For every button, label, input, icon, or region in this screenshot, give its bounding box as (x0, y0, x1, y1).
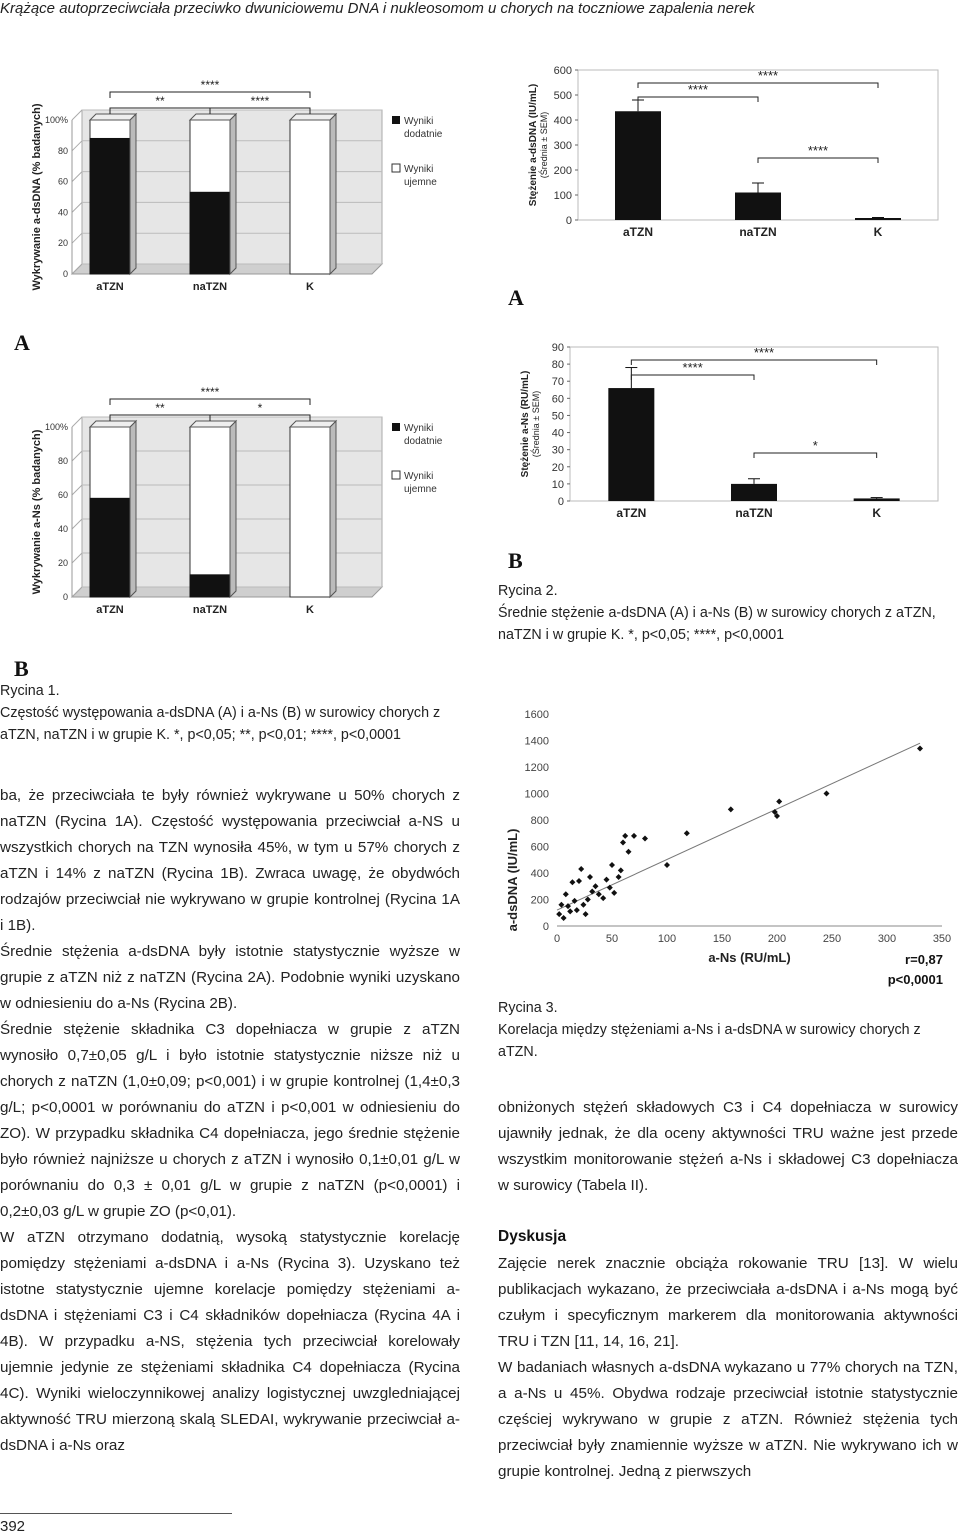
y-tick-label: 40 (57, 524, 68, 534)
scatter-point (604, 877, 610, 883)
significance-label: ** (155, 401, 165, 415)
significance-label: **** (682, 360, 703, 375)
x-tick-label: 150 (712, 933, 732, 945)
scatter-point (622, 833, 628, 839)
scatter-point (578, 866, 584, 872)
y-tick-label: 800 (530, 815, 549, 827)
y-tick-label: 100 (553, 190, 572, 202)
fig2a-chart (500, 55, 960, 245)
bar-top (290, 421, 336, 427)
y-tick-label: 500 (553, 90, 572, 102)
paragraph: ba, że przeciwciała te były również wykrywane u 50% chorych z naTZN (Rycina 1A). Częstość występowania przeciwciał a-NS u wszystkich chorych na TZN wynosiła 45%, w tym u 57% chorych z aTZN i 14% z naTZN (Rycina 1B). Zwraca uwagę, że obydwóch rodzajów przeciwciał nie wykrywano w grupie kontrolnej (Rycina 1A i 1B). (0, 787, 460, 934)
x-tick-label: aTZN (96, 281, 124, 293)
footer-rule (0, 1513, 232, 1514)
gridline-diag (72, 172, 82, 182)
y-tick-label: 50 (551, 410, 564, 423)
y-tick-label: 60 (57, 176, 68, 187)
legend-label: Wyniki (404, 471, 434, 482)
left-column-text (0, 783, 460, 1459)
paragraph: W badaniach własnych a-dsDNA wykazano u 77% chorych na TZN, a a-Ns u 45%. Obydwa rodzaje przeciwciał istotnie statystycznie częściej wykrywano w grupie z aTZN. Również stężenia tych przeciwciał były znamiennie wyższe w aTZN. Nie wykrywano ich w grupie kontrolnej. Jedną z pierwszych (498, 1359, 958, 1480)
legend-swatch-positive (392, 116, 400, 124)
fig2-caption (498, 580, 958, 646)
scatter-point (616, 874, 622, 880)
fig1a-panel-letter: A (14, 330, 30, 355)
legend-label: Wyniki (404, 116, 434, 127)
bar-negative (190, 120, 230, 192)
bar-positive (90, 138, 130, 274)
scatter-point (600, 895, 606, 901)
bar-positive (90, 498, 130, 597)
x-tick-label: aTZN (616, 506, 647, 520)
y-tick-label: 30 (551, 444, 564, 457)
significance-label: ** (155, 94, 165, 108)
fig1b-panel-letter: B (14, 656, 29, 681)
x-tick-label: K (306, 281, 314, 293)
bar-negative (90, 120, 130, 138)
y-tick-label: 60 (57, 490, 68, 500)
y-axis-label-2: (Średnia ± SEM) (531, 390, 541, 458)
running-header: Krążące autoprzeciwciała przeciwko dwuniciowemu DNA i nukleosomom u chorych na toczniowe zapalenia nerek (0, 0, 755, 17)
scatter-point (684, 830, 690, 836)
bar-negative (290, 427, 330, 597)
gridline-diag (72, 485, 82, 495)
scatter-point (589, 889, 595, 895)
paragraph: W aTZN otrzymano dodatnią, wysoką statystycznie korelację pomiędzy stężeniami a-dsDNA i a-Ns (Rycina 3). Uzyskano też istotne statystycznie ujemne korelacje pomiędzy stężeniami a-dsDNA i stężeniami C3 i C4 składników dopełniacza (Rycina 4A i 4B). W przypadku a-NS, stężenia tych przeciwciał korelowały ujemnie jedynie ze stężeniami składnika C4 dopełniacza (Rycina 4C). Wyniki wieloczynnikowej analizy logistycznej uwzgledniającej aktywność TRU mierzoną skalą SLEDAI, wykrywanie przeciwciał a-dsDNA i a-Ns oraz (0, 1229, 460, 1454)
fig3-caption (498, 997, 958, 1063)
x-axis-label: a-Ns (RU/mL) (708, 950, 791, 965)
y-axis-label: Stężenie a-Ns (RU/mL) (520, 370, 531, 478)
y-tick-label: 90 (551, 342, 564, 354)
y-tick-label: 20 (57, 238, 68, 249)
y-tick-label: 1400 (524, 735, 549, 748)
bar-top (190, 421, 236, 427)
y-axis-label: Wykrywanie a-dsDNA (% badanych) (31, 103, 43, 291)
x-tick-label: 0 (553, 933, 561, 945)
x-tick-label: K (306, 604, 314, 616)
gridline-diag (72, 553, 82, 563)
y-tick-label: 0 (557, 496, 564, 508)
x-tick-label: naTZN (739, 225, 777, 239)
x-tick-label: 300 (877, 933, 897, 945)
fig2-caption-label: Rycina 2. (498, 583, 558, 599)
x-tick-label: 200 (767, 933, 787, 945)
bar (615, 111, 661, 220)
y-tick-label: 60 (551, 393, 564, 406)
scatter-point (569, 879, 575, 885)
y-tick-label: 80 (57, 145, 68, 156)
x-tick-label: K (872, 506, 882, 520)
y-tick-label: 0 (62, 592, 68, 602)
bar-top (90, 114, 136, 120)
bar-top (290, 114, 336, 120)
significance-bracket (758, 158, 878, 163)
correlation-r: r=0,87 (905, 952, 943, 967)
x-tick-label: K (873, 225, 883, 239)
bar-negative (290, 120, 330, 274)
y-tick-label: 20 (57, 558, 68, 568)
bar-top (90, 421, 136, 427)
gridline-diag (72, 451, 82, 461)
significance-bracket (754, 453, 877, 458)
x-tick-label: 350 (932, 933, 952, 945)
legend-label: dodatnie (404, 436, 443, 447)
fig2a-panel-letter: A (508, 285, 524, 310)
legend-swatch-negative (392, 471, 400, 479)
x-tick-label: 100 (657, 933, 677, 945)
y-tick-label: 400 (530, 868, 549, 880)
y-axis-label: Stężenie a-dsDNA (IU/mL) (528, 83, 539, 207)
fig1a-chart (10, 60, 470, 300)
bar-positive (190, 575, 230, 597)
bar (608, 388, 654, 501)
gridline-diag (72, 110, 82, 120)
scatter-point (556, 911, 562, 917)
x-tick-label: aTZN (623, 225, 653, 239)
y-tick-label: 1000 (524, 788, 549, 801)
scatter-point (583, 911, 589, 917)
significance-label: **** (807, 143, 829, 158)
legend-label: dodatnie (404, 129, 443, 140)
significance-label: **** (757, 68, 779, 83)
legend-label: ujemne (404, 484, 437, 495)
y-tick-label: 0 (542, 921, 549, 933)
fig2b-panel-letter: B (508, 548, 523, 573)
y-tick-label: 0 (62, 269, 68, 279)
paragraph: Średnie stężenie składnika C3 dopełniacza w grupie z aTZN wynosiło 0,7±0,05 g/L i było istotnie statystycznie niższe niż u chorych z naTZN (1,0±0,09; p<0,001) i w grupie kontrolnej (1,4±0,3 g/L; p<0,0001 w porównaniu do aTZN i p<0,001 w odniesieniu do ZO). W przypadku składnika C4 dopełniacza, jego średnie stężenie było również najniższe u chorych z aTZN i wynosiło 0,1±0,01 g/L w porównaniu do 0,3 ± 0,01 g/L w grupie z naTZN (p<0,0001) i 0,2±0,03 g/L w grupie ZO (p<0,01). (0, 1021, 460, 1220)
bar-negative (190, 427, 230, 575)
scatter-point (561, 915, 567, 921)
scatter-point (626, 849, 632, 855)
gridline-diag (72, 233, 82, 243)
significance-bracket (110, 92, 310, 98)
fig3-caption-label: Rycina 3. (498, 1000, 558, 1016)
scatter-point (664, 862, 670, 868)
significance-label: **** (687, 82, 709, 97)
y-tick-label: 80 (551, 359, 564, 372)
gridline-diag (72, 417, 82, 427)
bar (735, 193, 781, 221)
scatter-point (609, 862, 615, 868)
x-tick-label: 50 (605, 933, 619, 945)
legend-label: ujemne (404, 177, 437, 188)
legend-label: Wyniki (404, 164, 434, 175)
discussion-heading: Dyskusja (498, 1228, 567, 1245)
scatter-point (593, 883, 599, 889)
fig1b-chart (10, 365, 470, 620)
scatter-point (728, 806, 734, 812)
fig3-chart (495, 700, 957, 995)
fig1-caption (0, 680, 470, 746)
x-tick-label: naTZN (192, 604, 228, 616)
y-tick-label: 600 (553, 65, 572, 77)
scatter-point (618, 867, 624, 873)
scatter-point (824, 791, 830, 797)
scatter-point (631, 833, 637, 839)
significance-label: **** (753, 345, 775, 360)
bar-positive (190, 192, 230, 274)
paragraph: Średnie stężenia a-dsDNA były istotnie statystycznie wyższe w grupie z aTZN niż z naTZN (Rycina 2A). Podobnie wyniki uzyskano w odniesieniu do a-Ns (Rycina 2B). (0, 943, 460, 1012)
trend-line (557, 743, 920, 910)
y-tick-label: 40 (551, 427, 564, 440)
scatter-point (587, 874, 593, 880)
correlation-p: p<0,0001 (887, 972, 943, 987)
significance-bracket (638, 97, 758, 102)
significance-label: **** (200, 78, 220, 92)
y-axis-label: Wykrywanie a-Ns (% badanych) (31, 429, 43, 595)
discussion-text (498, 1251, 958, 1485)
y-tick-label: 600 (530, 841, 549, 854)
y-tick-label: 10 (551, 478, 564, 491)
significance-label: * (812, 438, 818, 453)
y-tick-label: 200 (530, 894, 549, 907)
scatter-point (607, 885, 613, 891)
right-column-text (498, 1095, 958, 1199)
fig3-caption-text: Korelacja między stężeniami a-Ns i a-dsDNA w surowicy chorych z aTZN. (498, 1022, 921, 1060)
scatter-point (574, 907, 580, 913)
gridline-diag (72, 202, 82, 212)
legend-label: Wyniki (404, 423, 434, 434)
scatter-point (917, 745, 923, 751)
bar-negative (90, 427, 130, 498)
y-tick-label: 0 (565, 215, 572, 227)
y-tick-label: 1600 (524, 709, 549, 721)
x-tick-label: naTZN (192, 281, 228, 293)
fig1-caption-label: Rycina 1. (0, 683, 60, 699)
significance-bracket (110, 399, 310, 405)
bar-side (130, 114, 136, 274)
scatter-point (611, 890, 617, 896)
bar (854, 498, 900, 501)
gridline-diag (72, 141, 82, 151)
scatter-point (576, 878, 582, 884)
bar-side (230, 114, 236, 274)
bar (731, 484, 777, 501)
bar (855, 218, 901, 220)
y-tick-label: 80 (57, 456, 68, 466)
significance-bracket (631, 375, 754, 380)
significance-label: * (257, 401, 263, 415)
y-axis-label-2: (Średnia ± SEM) (539, 111, 549, 179)
scatter-point (642, 836, 648, 842)
scatter-point (620, 840, 626, 846)
bar-top (190, 114, 236, 120)
scatter-point (567, 908, 573, 914)
y-tick-label: 100% (44, 422, 68, 432)
y-tick-label: 70 (551, 376, 564, 389)
paragraph: obniżonych stężeń składowych C3 i C4 dopełniacza w surowicy ujawniły jednak, że dla oceny aktywności TRU ważne jest przede wszystkim monitorowanie stężeń a-Ns i składowej C3 dopełniacza w surowicy (Tabela II). (498, 1099, 958, 1194)
y-tick-label: 20 (551, 461, 564, 474)
x-tick-label: aTZN (96, 604, 124, 616)
y-tick-label: 200 (553, 165, 572, 177)
scatter-point (776, 798, 782, 804)
fig2-caption-text: Średnie stężenie a-dsDNA (A) i a-Ns (B) w surowicy chorych z aTZN, naTZN i w grupie K. *, p<0,05; ****, p<0,0001 (498, 605, 936, 643)
significance-bracket (638, 83, 878, 88)
y-tick-label: 300 (553, 140, 572, 152)
fig2b-chart (500, 335, 960, 525)
y-tick-label: 100% (44, 115, 68, 125)
x-tick-label: 250 (822, 933, 842, 945)
significance-bracket (631, 360, 876, 365)
y-tick-label: 40 (57, 207, 68, 218)
gridline-diag (72, 519, 82, 529)
legend-swatch-positive (392, 423, 400, 431)
y-tick-label: 1200 (524, 762, 549, 774)
significance-label: **** (200, 385, 220, 399)
significance-label: **** (250, 94, 270, 108)
y-tick-label: 400 (553, 115, 572, 127)
bar-side (330, 114, 336, 274)
paragraph: Zajęcie nerek znacznie obciąża rokowanie TRU [13]. W wielu publikacjach wykazano, że przeciwciała a-dsDNA i a-Ns mogą być czułym i specyficznym markerem dla monitorowania aktywności TRU i TZN [11, 14, 16, 21]. (498, 1255, 958, 1350)
y-axis-label: a-dsDNA (IU/mL) (505, 828, 520, 932)
fig1-caption-text: Częstość występowania a-dsDNA (A) i a-Ns (B) w surowicy chorych z aTZN, naTZN i w grupie K. *, p<0,05; **, p<0,01; ****, p<0,0001 (0, 705, 441, 743)
scatter-point (563, 891, 569, 897)
bar-side (130, 421, 136, 597)
scatter-point (580, 902, 586, 908)
legend-swatch-negative (392, 164, 400, 172)
bar-side (230, 421, 236, 597)
page-number: 392 (0, 1518, 26, 1535)
bar-side (330, 421, 336, 597)
x-tick-label: naTZN (735, 506, 773, 520)
